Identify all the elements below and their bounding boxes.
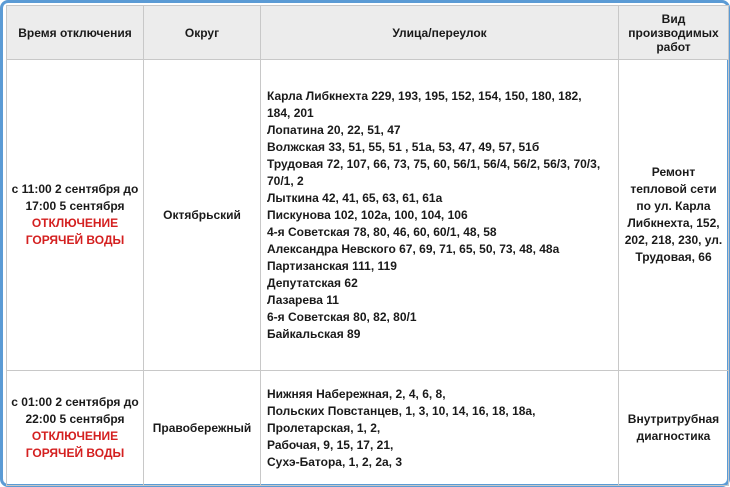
street-line: Нижняя Набережная, 2, 4, 6, 8, [267,386,446,401]
alert-label: ОТКЛЮЧЕНИЕ [31,216,119,230]
streets-cell [261,371,619,486]
header-street: Улица/переулок [261,6,619,60]
district-cell: Правобережный [144,371,261,486]
street-line: Трудовая 72, 107, 66, 73, 75, 60, 56/1, 56/4, 56/2, 56/3, 70/3, [267,156,601,171]
alert-label-2: ГОРЯЧЕЙ ВОДЫ [25,446,125,460]
street-line: Депутатская 62 [267,275,358,290]
street-line: Александра Невского 67, 69, 71, 65, 50, 73, 48, 48а [267,241,560,256]
street-line: 6-я Советская 80, 82, 80/1 [267,309,417,324]
street-line: Пролетарская, 1, 2, [267,420,381,435]
header-work: Вид производимых работ [619,6,729,60]
street-line: Лазарева 11 [267,292,339,307]
street-line: Лопатина 20, 22, 51, 47 [267,122,401,137]
time-cell [7,60,144,371]
street-line: Карла Либкнехта 229, 193, 195, 152, 154, 150, 180, 182, [267,88,582,103]
time-cell [7,371,144,486]
table-row [7,60,729,371]
alert-label: ОТКЛЮЧЕНИЕ [31,429,119,443]
streets-cell [261,60,619,371]
street-line: Лыткина 42, 41, 65, 63, 61, 61а [267,190,443,205]
alert-label-2: ГОРЯЧЕЙ ВОДЫ [25,233,125,247]
time-start: с 11:00 2 сентября до [11,182,139,196]
header-row [7,6,729,60]
district-cell: Октябрьский [144,60,261,371]
time-end: 17:00 5 сентября [25,199,125,213]
street-line: Байкальская 89 [267,326,361,341]
street-line: 184, 201 [267,105,314,120]
street-line: Польских Повстанцев, 1, 3, 10, 14, 16, 18, 18а, [267,403,536,418]
street-line: Рабочая, 9, 15, 17, 21, [267,437,394,452]
time-end: 22:00 5 сентября [25,412,125,426]
work-cell: Внутритрубная диагностика [619,371,729,486]
street-line: 70/1, 2 [267,173,304,188]
street-line: Волжская 33, 51, 55, 51 , 51а, 53, 47, 49, 57, 51б [267,139,540,154]
street-line: Сухэ-Батора, 1, 2, 2а, 3 [267,454,403,469]
work-cell: Ремонт тепловой сети по ул. Карла Либкнехта, 152, 202, 218, 230, ул. Трудовая, 66 [619,60,729,371]
outage-table [6,5,729,486]
header-district: Округ [144,6,261,60]
table-row [7,371,729,486]
street-line: Партизанская 111, 119 [267,258,397,273]
time-start: с 01:00 2 сентября до [11,395,139,409]
header-time: Время отключения [7,6,144,60]
street-line: 4-я Советская 78, 80, 46, 60, 60/1, 48, 58 [267,224,497,239]
street-line: Пискунова 102, 102а, 100, 104, 106 [267,207,468,222]
